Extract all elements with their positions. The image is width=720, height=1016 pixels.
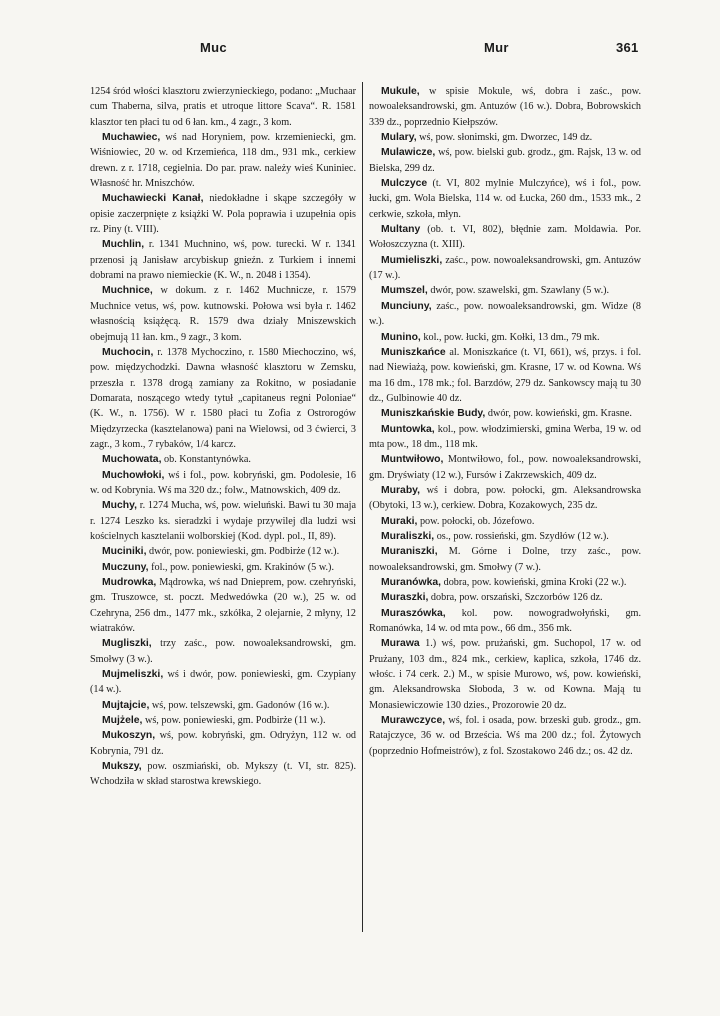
entry-text: al. Moniszkańce (t. VI, 661), wś, przys. i fol. nad Niewiażą, pow. kowieński, gm. Krasne, 17 w. od Kowna. Wś ma 16 dm., 178 mk.; fol. Barzdów, 279 dz. Sankowscy mają tu 30 dz., Gulbinowie 40 dz. xyxy=(369,346,641,404)
entry-headword: Muranówka, xyxy=(381,577,442,588)
dictionary-entry xyxy=(90,130,356,191)
entry-text: Montwiłowo, fol., pow. nowoaleksandrowski, gm. Dryświaty (12 w.), Fursów i Zakrzewskich, 409 dz. xyxy=(369,454,641,481)
entry-text: os., pow. rossieński, gm. Szydłów (12 w.). xyxy=(436,530,609,542)
entry-headword: Muczuny, xyxy=(102,561,149,573)
entry-headword: Muniszkańce xyxy=(381,346,446,358)
entry-headword: Muchowata, xyxy=(102,454,162,466)
dictionary-entry xyxy=(90,636,356,667)
entry-headword: Munino, xyxy=(381,331,421,343)
entry-text: Mądrowka, wś nad Dnieprem, pow. czehryński, gm. Truszowce, st. poczt. Medwedówka (20 w.), 25 w. od Czehryna, 256 dm., 1477 mk., szkółka, 2 olejarnie, 2 młyny, 12 wiatraków. xyxy=(90,577,356,635)
dictionary-entry xyxy=(90,452,356,467)
entry-headword: Muraki, xyxy=(381,515,418,527)
entry-text: wś, fol. i osada, pow. brzeski gub. grodz., gm. Ratajczyce, 36 w. od Brześcia. Wś ma 200 dz.; fol. Żytowych (poprzednio Hofmeistrów), z fol. Szostakowo 246 dz.; os. 42 dz. xyxy=(369,715,641,757)
entry-text: M. Górne i Dolne, trzy zaśc., pow. nowoaleksandrowski, gm. Smołwy (7 w.). xyxy=(369,546,641,573)
dictionary-entry xyxy=(369,514,641,529)
dictionary-entry xyxy=(90,283,356,344)
dictionary-entry xyxy=(369,283,641,298)
entry-headword: Mukule, xyxy=(381,86,420,97)
entry-text: kol., pow. włodzimierski, gmina Werba, 19 w. od mta pow., 18 dm., 118 mk. xyxy=(369,423,641,450)
entry-text: dwór, pow. kowieński, gm. Krasne. xyxy=(487,408,632,420)
entry-headword: Mujmeliszki, xyxy=(102,669,164,681)
entry-headword: Muchawiecki Kanał, xyxy=(102,193,204,205)
entry-text: dobra, pow. kowieński, gmina Kroki (22 w.). xyxy=(443,577,627,588)
dictionary-entry xyxy=(90,468,356,499)
entry-headword: Mulawicze, xyxy=(381,147,436,159)
entry-headword: Muchnice, xyxy=(102,285,153,297)
dictionary-entry xyxy=(90,237,356,283)
entry-text: (t. VI, 802 mylnie Mulczyńce), wś i fol., pow. łucki, gm. Wola Bielska, 114 w. od Łucka, 260 dm., 1533 mk., 2 cerkwie, szkoła, młyn. xyxy=(369,178,641,220)
column-divider xyxy=(362,82,363,932)
entry-headword: Mumszel, xyxy=(381,285,428,297)
entry-headword: Mugliszki, xyxy=(102,638,152,650)
dictionary-entry xyxy=(369,222,641,253)
entry-text: w dokum. z r. 1462 Muchnicze, r. 1579 Muchnice vetus, wś, pow. kutnowski. Połowa wsi była r. 1462 własnością książęcą. R. 1579 dwa działy Mniszewskich obejmują 11 łan. km., 9 zagr., 3 kom. xyxy=(90,285,356,343)
entry-text: wś i fol., pow. kobryński, gm. Podolesie, 16 w. od Kobrynia. Wś ma 320 dz.; folw., Matnowskich, 409 dz. xyxy=(90,469,356,496)
dictionary-entry xyxy=(90,191,356,237)
entry-headword: Multany xyxy=(381,224,421,236)
dictionary-entry xyxy=(369,84,641,130)
entry-text: ob. Konstantynówka. xyxy=(164,454,251,466)
entry-text: w spisie Mokule, wś, dobra i zaśc., pow. nowoaleksandrowski, gm. Antuzów (16 w.). Dobra, Bobrowskich 339 dz., poprzednio Kiełpszów. xyxy=(369,86,641,128)
dictionary-entry xyxy=(369,145,641,176)
entry-headword: Muraszki, xyxy=(381,592,429,604)
entry-text: zaśc., pow. nowoaleksandrowski, gm. Antuzów (17 w.). xyxy=(369,254,641,282)
entry-headword: Muraliszki, xyxy=(381,530,435,542)
entry-text: wś nad Horyniem, pow. krzemieniecki, gm. Wiśniowiec, 20 w. od Krzemieńca, 118 dm., 931 mk., cerkiew drewn. z r. 1718, cegielnia. Do par. praw. należy wieś Kuniniec. Własność hr. Mniszchów. xyxy=(90,132,356,190)
entry-headword: Mumieliszki, xyxy=(381,254,443,266)
dictionary-entry xyxy=(369,590,641,605)
entry-headword: Mukszy, xyxy=(102,761,142,773)
entry-text: 1254 śród włości klasztoru zwierzynieckiego, podano: „Muchaar cum Thaberna, silva, pratis et utroque littore Scava“. R. 1581 klasztor ten płaci tu od 6 łan. km., 4 zagr., 3 kom. xyxy=(90,86,356,128)
dictionary-entry xyxy=(369,529,641,544)
entry-text: wś i dwór, pow. poniewieski, gm. Czypiany (14 w.). xyxy=(90,669,356,696)
entry-text: r. 1274 Mucha, wś, pow. wieluński. Bawi tu 30 maja r. 1274 Leszko ks. sieradzki i wydaje przywilej dla ludzi wsi kościelnych kasztelanii wolborskiej (Kod. dypl. pol., II, 89). xyxy=(90,500,356,542)
entry-headword: Muraniszki, xyxy=(381,546,438,558)
dictionary-entry xyxy=(369,713,641,759)
entry-headword: Muraszówka, xyxy=(381,607,446,619)
entry-text: pow. połocki, ob. Józefowo. xyxy=(419,515,535,527)
dictionary-entry xyxy=(90,728,356,759)
left-column xyxy=(90,84,356,984)
entry-headword: Muchocin, xyxy=(102,346,154,358)
entry-text: wś, pow. kobryński, gm. Odryżyn, 112 w. od Kobrynia, 791 dz. xyxy=(90,730,356,757)
dictionary-entry xyxy=(369,606,641,637)
dictionary-entry xyxy=(90,544,356,559)
page-number: 361 xyxy=(616,40,639,55)
running-head-left: Muc xyxy=(200,40,227,55)
dictionary-entry xyxy=(90,84,356,130)
dictionary-entry xyxy=(369,422,641,453)
entry-text: pow. oszmiański, ob. Mykszy (t. VI, str. 825). Wchodziła w skład starostwa krewskiego. xyxy=(90,761,356,788)
dictionary-entry xyxy=(369,299,641,330)
entry-text: fol., pow. poniewieski, gm. Krakinów (5 w.). xyxy=(151,561,334,573)
dictionary-entry xyxy=(369,330,641,345)
dictionary-entry xyxy=(90,698,356,713)
entry-text: wś, pow. bielski gub. grodz., gm. Rajsk, 13 w. od Bielska, 299 dz. xyxy=(369,147,641,174)
dictionary-entry xyxy=(90,759,356,790)
dictionary-entry xyxy=(369,575,641,590)
entry-headword: Muciniki, xyxy=(102,546,147,558)
entry-headword: Muchowłoki, xyxy=(102,469,165,481)
entry-text: r. 1341 Muchnino, wś, pow. turecki. W r. 1341 przenosi ją Janisław arcybiskup gnieźn. z Turkiem i innemi dobrami na prawo niemieckie (K. W., n. 2048 i 1354). xyxy=(90,239,356,282)
entry-headword: Muchawiec, xyxy=(102,132,161,144)
entry-text: kol. pow. nowogradwołyński, gm. Romanówka, 14 w. od mta pow., 66 dm., 356 mk. xyxy=(369,607,641,635)
entry-headword: Mulczyce xyxy=(381,178,428,190)
entry-text: wś, pow. słonimski, gm. Dworzec, 149 dz. xyxy=(419,132,593,144)
dictionary-entry xyxy=(369,406,641,421)
entry-text: dobra, pow. orszański, Szczorbów 126 dz. xyxy=(430,592,603,604)
right-column xyxy=(369,84,641,984)
dictionary-entry xyxy=(369,130,641,145)
entry-text: wś i dobra, pow. połocki, gm. Aleksandrowska (Obytoki, 13 w.), cerkiew. Dobra, Kozakowych, 235 dz. xyxy=(369,484,641,512)
entry-headword: Mujżele, xyxy=(102,715,143,727)
entry-text: dwór, pow. szawelski, gm. Szawlany (5 w.). xyxy=(430,285,610,297)
entry-text: wś, pow. telszewski, gm. Gadonów (16 w.). xyxy=(151,699,330,711)
running-head-center: Mur xyxy=(484,40,509,55)
entry-text: wś, pow. poniewieski, gm. Podbirże (11 w.). xyxy=(144,715,326,727)
entry-headword: Mulary, xyxy=(381,132,417,144)
entry-text: niedokładne i skąpe szczegóły w opisie zaczerpnięte z książki W. Pola poprawia i uzupełnia opis rz. Piny (t. VIII). xyxy=(90,193,356,236)
dictionary-entry xyxy=(90,713,356,728)
entry-headword: Muchlin, xyxy=(102,239,145,251)
entry-text: r. 1378 Mychoczino, r. 1580 Miechoczino, wś, pow. międzychodzki. Dawna własność klasztoru w Zemsku, przeszła r. 1378 drogą zamiany za Rokitno, w posiadanie Domarata, noszącego wtedy tytuł „capitaneus regni Poloniae“ (K. W., n. 1756). W r. 1580 płaci tu Zofia z Ostrorogów Międzyrzecka (kasztelanowa) pani na Wielowsi, od 3 ćwierci, 3 zagr., 3 kom., 7 rybaków, 1/4 karcz. xyxy=(90,346,356,450)
dictionary-entry xyxy=(90,560,356,575)
entry-headword: Muniszkańskie Budy, xyxy=(381,408,486,420)
entry-text: (ob. t. VI, 802), błędnie zam. Moldawia. Por. Wołoszczyzna (t. XIII). xyxy=(369,224,641,251)
entry-headword: Mujtajcie, xyxy=(102,699,150,711)
entry-text: 1.) wś, pow. prużański, gm. Suchopol, 17 w. od Prużany, 103 dm., 824 mk., cerkiew, kaplica, szkoła, 1746 dz. włośc. i 74 cerk. 2.) M., w spisie Murowo, wś, pow. kowieński, gm. Aleksandrowska Słoboda, 3 w. od Kowna. Mają tu Monasiewiczowie 130 dzies., Prozorowie 20 dz. xyxy=(369,638,641,711)
dictionary-entry xyxy=(90,345,356,452)
entry-headword: Muntowka, xyxy=(381,423,435,435)
dictionary-entry xyxy=(369,544,641,575)
entry-headword: Mudrowka, xyxy=(102,577,157,588)
entry-headword: Murawa xyxy=(381,638,420,650)
dictionary-entry xyxy=(90,498,356,544)
dictionary-entry xyxy=(369,176,641,222)
entry-text: trzy zaśc., pow. nowoaleksandrowski, gm. Smołwy (3 w.). xyxy=(90,638,356,665)
dictionary-entry xyxy=(369,345,641,406)
entry-text: zaśc., pow. nowoaleksandrowski, gm. Widze (8 w.). xyxy=(369,300,641,328)
entry-headword: Muntwiłowo, xyxy=(381,454,444,466)
entry-headword: Mukoszyn, xyxy=(102,730,156,742)
entry-headword: Muraby, xyxy=(381,484,421,496)
entry-text: kol., pow. łucki, gm. Kołki, 13 dm., 79 mk. xyxy=(423,331,600,343)
entry-headword: Munciuny, xyxy=(381,300,432,312)
dictionary-entry xyxy=(369,452,641,483)
entry-headword: Muchy, xyxy=(102,500,138,512)
entry-text: dwór, pow. poniewieski, gm. Podbirże (12 w.). xyxy=(149,546,340,558)
dictionary-entry xyxy=(90,575,356,636)
entry-headword: Murawczyce, xyxy=(381,715,446,727)
dictionary-entry xyxy=(369,636,641,713)
dictionary-entry xyxy=(369,483,641,514)
dictionary-entry xyxy=(90,667,356,698)
dictionary-entry xyxy=(369,253,641,284)
